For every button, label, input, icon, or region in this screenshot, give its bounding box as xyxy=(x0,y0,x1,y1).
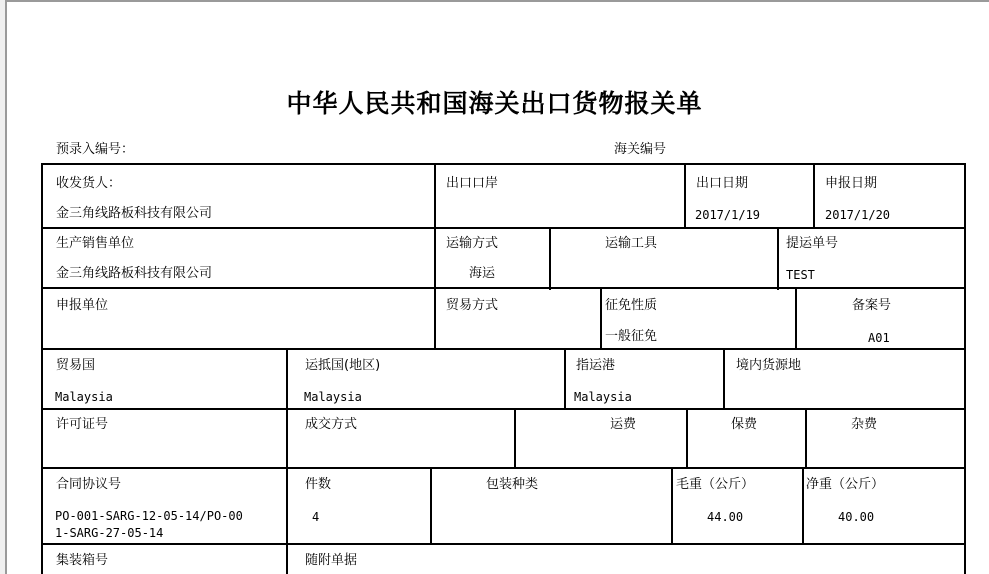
table-rule xyxy=(564,348,566,408)
table-rule xyxy=(600,287,602,348)
transport-mode-value: 海运 xyxy=(469,266,496,281)
declare-date-value: 2017/1/20 xyxy=(825,208,891,222)
export-date-value: 2017/1/19 xyxy=(695,208,761,222)
table-rule xyxy=(41,408,966,410)
pieces-value: 4 xyxy=(312,510,320,524)
table-rule xyxy=(286,408,288,467)
net-weight-label: 净重（公斤） xyxy=(806,477,885,492)
table-rule xyxy=(686,408,688,467)
table-rule xyxy=(684,163,686,227)
trade-country-label: 贸易国 xyxy=(56,358,96,373)
table-rule xyxy=(41,227,966,229)
destination-port-value: Malaysia xyxy=(574,390,632,404)
page-border-top xyxy=(5,0,989,2)
customs-number-label: 海关编号 xyxy=(614,142,667,157)
declare-date-label: 申报日期 xyxy=(825,176,878,191)
bill-number-label: 提运单号 xyxy=(786,236,839,251)
contract-number-value-line1: PO-001-SARG-12-05-14/PO-00 xyxy=(55,509,243,523)
table-rule xyxy=(41,287,966,289)
table-rule xyxy=(805,408,807,467)
table-rule xyxy=(813,163,815,227)
transport-mode-label: 运输方式 xyxy=(446,236,499,251)
table-rule xyxy=(434,287,436,348)
table-rule xyxy=(41,163,966,165)
packing-type-label: 包装种类 xyxy=(486,477,539,492)
destination-port-label: 指运港 xyxy=(576,358,616,373)
table-rule xyxy=(434,227,436,287)
license-number-label: 许可证号 xyxy=(56,417,109,432)
table-rule xyxy=(41,348,966,350)
table-rule xyxy=(795,287,797,348)
table-rule xyxy=(802,467,804,543)
table-rule xyxy=(41,163,43,574)
table-rule xyxy=(671,467,673,543)
contract-number-value-line2: 1-SARG-27-05-14 xyxy=(55,526,164,540)
table-rule xyxy=(41,467,966,469)
producer-label: 生产销售单位 xyxy=(56,236,135,251)
net-weight-value: 40.00 xyxy=(838,510,875,524)
container-number-label: 集装箱号 xyxy=(56,553,109,568)
consignor-value: 金三角线路板科技有限公司 xyxy=(56,206,213,221)
table-rule xyxy=(964,163,966,574)
domestic-source-label: 境内货源地 xyxy=(736,358,802,373)
table-rule xyxy=(286,467,288,543)
table-rule xyxy=(549,227,551,290)
document-title: 中华人民共和国海关出口货物报关单 xyxy=(286,89,703,118)
deal-mode-label: 成交方式 xyxy=(305,417,358,432)
export-port-label: 出口口岸 xyxy=(446,176,499,191)
table-rule xyxy=(434,163,436,227)
table-rule xyxy=(286,543,288,574)
table-rule xyxy=(430,467,432,543)
table-rule xyxy=(286,348,288,408)
transport-tool-label: 运输工具 xyxy=(605,236,658,251)
producer-value: 金三角线路板科技有限公司 xyxy=(56,266,213,281)
consignor-label: 收发货人： xyxy=(56,176,122,191)
declarant-label: 申报单位 xyxy=(56,298,109,313)
record-number-value: A01 xyxy=(868,331,890,345)
record-number-label: 备案号 xyxy=(852,298,892,313)
tax-nature-label: 征免性质 xyxy=(605,298,658,313)
misc-fee-label: 杂费 xyxy=(851,417,878,432)
preentry-number-label: 预录入编号： xyxy=(56,142,135,157)
destination-country-label: 运抵国(地区) xyxy=(305,358,381,373)
attached-documents-label: 随附单据 xyxy=(305,553,358,568)
gross-weight-label: 毛重（公斤） xyxy=(676,477,755,492)
destination-country-value: Malaysia xyxy=(304,390,362,404)
gross-weight-value: 44.00 xyxy=(707,510,744,524)
trade-country-value: Malaysia xyxy=(55,390,113,404)
export-date-label: 出口日期 xyxy=(696,176,749,191)
trade-mode-label: 贸易方式 xyxy=(446,298,499,313)
contract-number-label: 合同协议号 xyxy=(56,477,122,492)
pieces-label: 件数 xyxy=(305,477,332,492)
table-rule xyxy=(777,227,779,290)
table-rule xyxy=(723,348,725,408)
tax-nature-value: 一般征免 xyxy=(605,329,658,344)
bill-number-value: TEST xyxy=(786,268,815,282)
table-rule xyxy=(514,408,516,467)
freight-label: 运费 xyxy=(610,417,637,432)
table-rule xyxy=(41,543,966,545)
insurance-label: 保费 xyxy=(731,417,758,432)
